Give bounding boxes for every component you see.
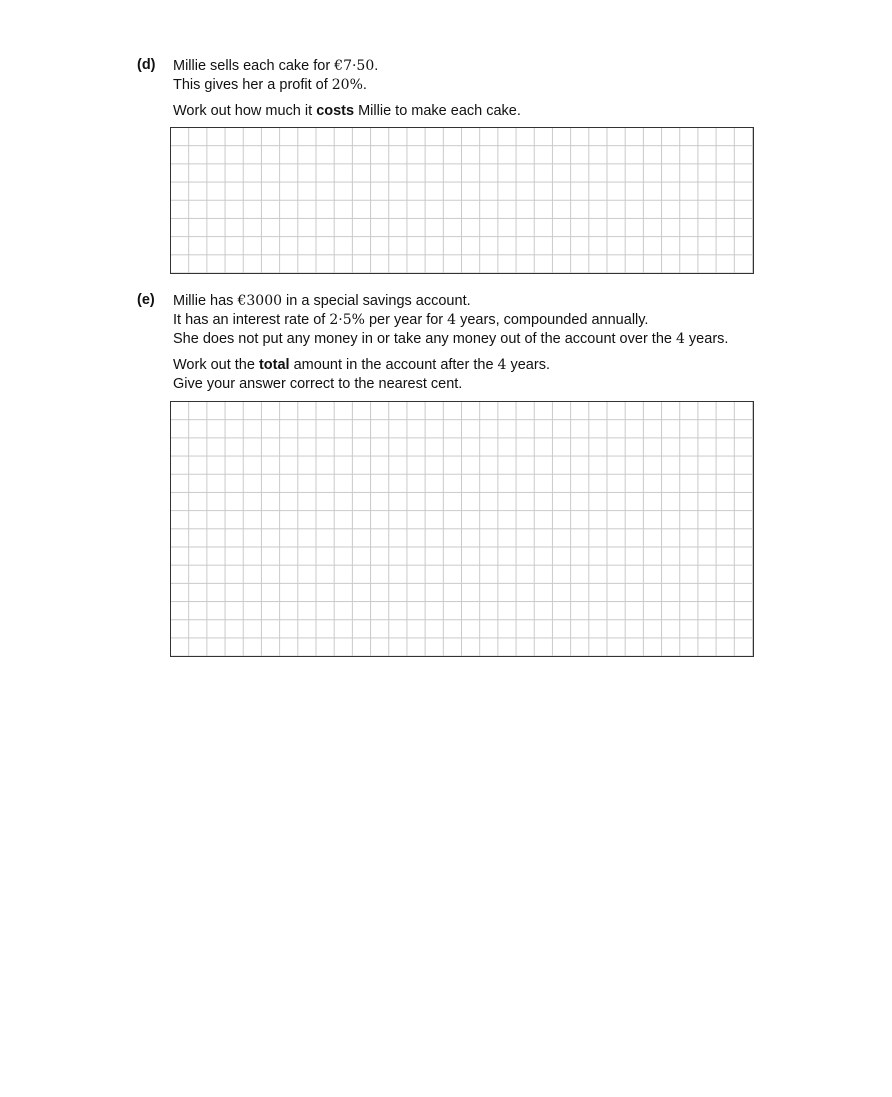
text-run: amount in the account after the: [289, 357, 498, 373]
text-run: .: [362, 77, 367, 93]
text-run: Work out the: [173, 357, 259, 373]
text-run: Work out how much it: [173, 103, 317, 119]
answer-grid-d[interactable]: [170, 127, 754, 274]
text-run: Millie has: [173, 293, 238, 309]
math-value: 4: [447, 312, 457, 328]
text-run: Millie sells each cake for: [173, 58, 335, 74]
math-value: 2·5%: [329, 312, 365, 328]
math-value: €3000: [237, 293, 283, 309]
question-line: [173, 102, 773, 121]
text-run: Millie to make each cake.: [354, 103, 521, 119]
math-value: 4: [497, 357, 507, 373]
text-run: This gives her a profit of: [173, 77, 332, 93]
math-value: 20%: [331, 77, 363, 93]
text-run: Give your answer correct to the nearest cent.: [173, 376, 463, 392]
text-run: years.: [684, 331, 729, 347]
line-gap: [173, 349, 773, 356]
emphasis-word: total: [258, 357, 290, 373]
question-line: [173, 311, 773, 330]
text-run: years.: [506, 357, 550, 373]
question-line: [173, 76, 773, 95]
answer-grid-e[interactable]: [170, 401, 754, 657]
text-run: It has an interest rate of: [173, 312, 330, 328]
math-value: 4: [675, 331, 685, 347]
text-run: per year for: [364, 312, 448, 328]
line-gap: [173, 95, 773, 102]
question-text: [173, 57, 773, 121]
part-label: (d): [137, 57, 156, 73]
math-value: €7·50: [334, 58, 375, 74]
question-line: [173, 57, 773, 76]
question-text: [173, 292, 773, 394]
question-line: [173, 330, 773, 349]
text-run: .: [374, 58, 379, 74]
emphasis-word: costs: [316, 103, 355, 119]
part-label: (e): [137, 292, 155, 308]
text-run: She does not put any money in or take any money out of the account over the: [173, 331, 676, 347]
question-line: [173, 292, 773, 311]
question-line: [173, 375, 773, 394]
question-line: [173, 356, 773, 375]
text-run: years, compounded annually.: [456, 312, 649, 328]
text-run: in a special savings account.: [282, 293, 471, 309]
